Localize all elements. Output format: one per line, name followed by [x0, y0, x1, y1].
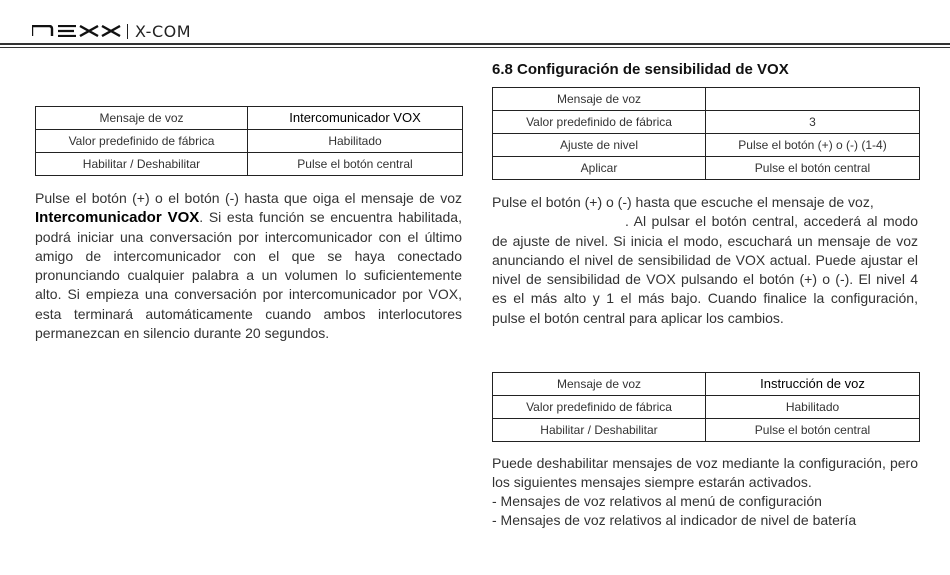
vox-sensitivity-description — [492, 193, 918, 328]
table-cell: Pulse el botón central — [248, 153, 463, 176]
table-cell: Habilitado — [248, 130, 463, 153]
table-cell: Pulse el botón (+) o (-) (1-4) — [706, 134, 920, 157]
paragraph-text: . Al pulsar el botón central, accederá al modo de ajuste de nivel. Si inicia el modo, escuchará un mensaje de voz anunciando el nivel de sensibilidad de VOX actual. Puede ajustar el nivel de sensibilidad de VOX pulsando el botón (+) o (-). El nivel 4 es el más alto y 1 el más bajo. Cuando finalice la configuración, pulse el botón central para aplicar los cambios. — [492, 213, 918, 326]
table-cell: Valor predefinido de fábrica — [493, 111, 706, 134]
voice-instruction-description — [492, 454, 918, 493]
table-cell — [706, 88, 920, 111]
header-separator — [127, 24, 128, 39]
table-cell: Mensaje de voz — [493, 373, 706, 396]
table-cell: Valor predefinido de fábrica — [36, 130, 248, 153]
page-header — [0, 0, 950, 50]
table-cell: Mensaje de voz — [36, 107, 248, 130]
table-row — [493, 419, 920, 442]
table-row — [493, 111, 920, 134]
table-cell: Pulse el botón central — [706, 157, 920, 180]
table-cell: Habilitar / Deshabilitar — [36, 153, 248, 176]
table-row — [493, 396, 920, 419]
table-cell: Habilitar / Deshabilitar — [493, 419, 706, 442]
paragraph-text: Pulse el botón (+) o el botón (-) hasta que oiga el mensaje de voz — [35, 190, 462, 206]
header-rule-thin — [0, 47, 950, 48]
vox-sensitivity-table — [492, 87, 920, 180]
intercom-vox-description — [35, 189, 462, 343]
table-cell: Mensaje de voz — [493, 88, 706, 111]
table-cell: Valor predefinido de fábrica — [493, 396, 706, 419]
paragraph-text: Pulse el botón (+) o (-) hasta que escuche el mensaje de voz, — [492, 194, 874, 210]
paragraph-text: . Si esta función se encuentra habilitada, podrá iniciar una conversación por intercomunicador con el último amigo de intercomunicador con el que se haya conectado pronunciando cualquier palabra a un volumen lo suficientemente alto. Si empieza una conversación por intercomunicador por VOX, esta terminará automáticamente cuando ambos interlocutores permanezcan en silencio durante 20 segundos. — [35, 209, 462, 342]
table-cell: Aplicar — [493, 157, 706, 180]
table-cell: Pulse el botón central — [706, 419, 920, 442]
table-cell: 3 — [706, 111, 920, 134]
section-title: 6.8 Configuración de sensibilidad de VOX — [492, 61, 789, 78]
table-cell: Instrucción de voz — [706, 373, 920, 396]
list-item: - Mensajes de voz relativos al menú de configuración — [492, 493, 822, 509]
svg-text:NEXX: NEXX — [32, 25, 35, 26]
table-row — [36, 153, 463, 176]
table-row — [493, 134, 920, 157]
table-row — [36, 107, 463, 130]
table-cell: Ajuste de nivel — [493, 134, 706, 157]
always-on-messages-list — [492, 492, 918, 530]
table-row — [493, 88, 920, 111]
intercom-vox-table — [35, 106, 463, 176]
voice-instruction-table — [492, 372, 920, 442]
list-item: - Mensajes de voz relativos al indicador de nivel de batería — [492, 512, 857, 528]
header-rule — [0, 43, 950, 45]
table-cell: Intercomunicador VOX — [248, 107, 463, 130]
table-row — [493, 373, 920, 396]
table-cell: Habilitado — [706, 396, 920, 419]
model-name: X-COM — [135, 22, 192, 41]
table-row — [36, 130, 463, 153]
nexx-logo — [32, 25, 124, 37]
paragraph-text: Puede deshabilitar mensajes de voz mediante la configuración, pero los siguientes mensajes siempre estarán activados. — [492, 455, 918, 491]
table-row — [493, 157, 920, 180]
voice-message-name: Intercomunicador VOX — [35, 209, 200, 227]
